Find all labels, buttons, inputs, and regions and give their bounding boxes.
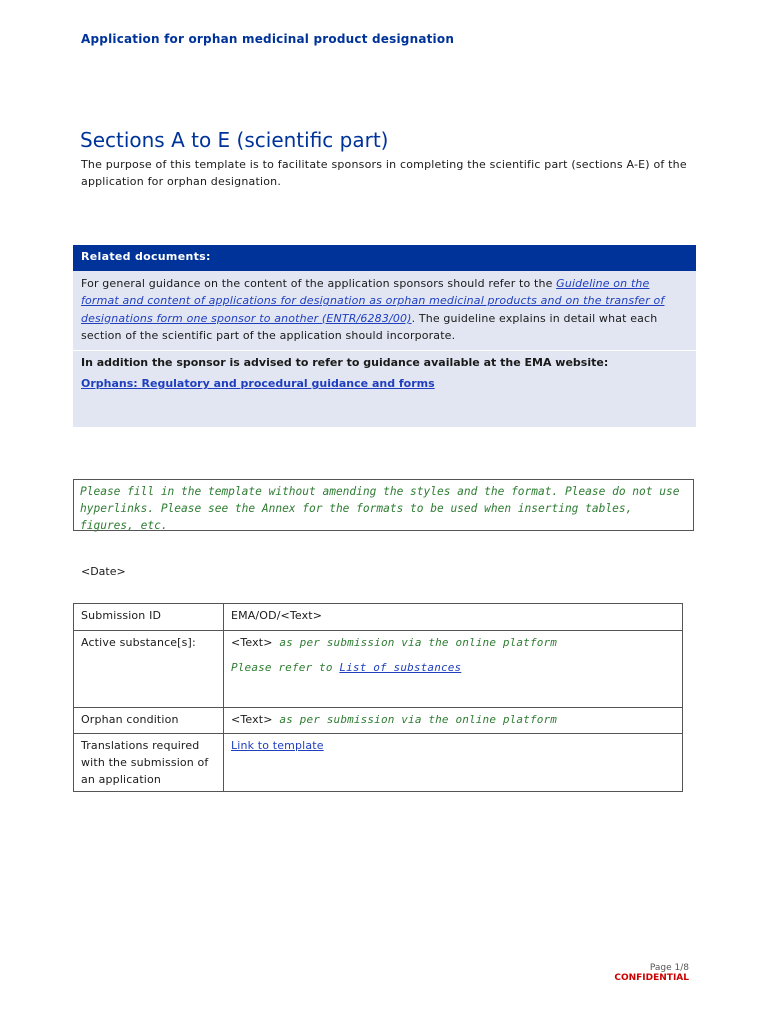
related-documents-heading: Related documents: (73, 245, 696, 271)
page-number: Page 1/8 (649, 963, 689, 973)
guidance-text-after: . The guideline explains in detail what each section of the scientific part of the application should incorporate. (81, 311, 658, 342)
orphan-condition-value (224, 708, 683, 734)
date-placeholder: <Date> (81, 565, 126, 578)
orphan-condition-note: as per submission via the online platform (272, 713, 558, 726)
instruction-box: Please fill in the template without amending the styles and the format. Please do not use hyperlinks. Please see the Annex for the formats to be used when inserting tables, figures, etc. (73, 479, 694, 531)
guidance-text-before: For general guidance on the content of the application sponsors should refer to the (81, 277, 557, 290)
active-substance-label: Active substance[s]: (74, 631, 224, 708)
table-row (74, 604, 683, 631)
table-row (74, 734, 683, 792)
submission-info-table (73, 603, 683, 792)
active-substance-note: as per submission via the online platform (272, 636, 558, 649)
intro-paragraph: The purpose of this template is to facilitate sponsors in completing the scientific part (sections A-E) of the application for orphan designation. (81, 158, 687, 188)
active-substance-text: <Text> (231, 636, 273, 649)
table-row (74, 631, 683, 708)
submission-id-label: Submission ID (74, 604, 224, 631)
ema-orphans-link[interactable]: Orphans: Regulatory and procedural guidance and forms (81, 377, 435, 391)
header-title: Application for orphan medicinal product designation (81, 32, 455, 46)
active-refer-text: Please refer to (231, 661, 340, 674)
list-of-substances-link[interactable]: List of substances (339, 661, 462, 674)
orphan-condition-text: <Text> (231, 713, 273, 726)
table-row (74, 708, 683, 734)
related-documents-box (73, 245, 696, 427)
ema-note: In addition the sponsor is advised to refer to guidance available at the EMA website: (81, 356, 609, 370)
orphan-condition-label: Orphan condition (74, 708, 224, 734)
active-substance-value (224, 631, 683, 708)
submission-id-value: EMA/OD/<Text> (224, 604, 683, 631)
link-to-template[interactable]: Link to template (231, 739, 324, 752)
translations-value (224, 734, 683, 792)
guideline-link[interactable]: Guideline on the format and content of applications for designation as orphan medicinal products and on the transfer of designations form one sponsor to another (ENTR/6283/00) (81, 277, 665, 325)
page-title: Sections A to E (scientific part) (80, 128, 389, 152)
related-documents-text (73, 271, 696, 350)
translations-label: Translations required with the submission of an application (74, 734, 224, 792)
confidential-label: CONFIDENTIAL (614, 973, 689, 983)
